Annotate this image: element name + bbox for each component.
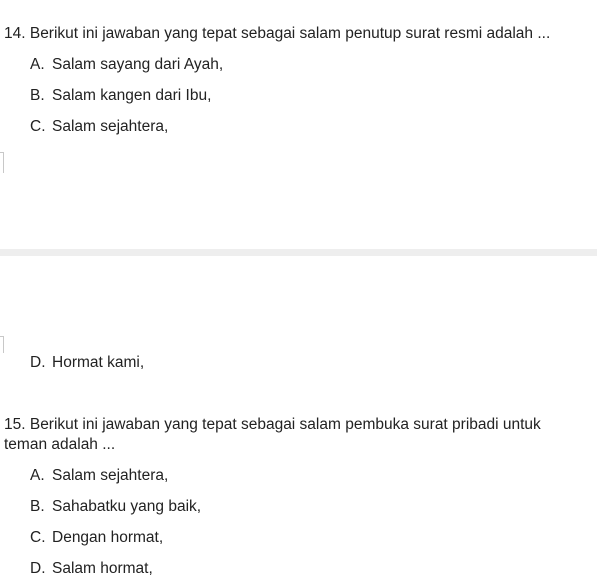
option-letter: D. <box>30 560 46 577</box>
option-text: Salam sejahtera, <box>52 118 169 135</box>
page-edge-mark <box>0 152 4 173</box>
option-15-d[interactable] <box>30 559 153 579</box>
option-text: Salam hormat, <box>52 560 153 577</box>
page-edge-mark <box>0 336 4 353</box>
option-text: Salam sayang dari Ayah, <box>52 56 224 73</box>
option-15-a[interactable] <box>30 466 168 486</box>
option-letter: A. <box>30 467 45 484</box>
option-text: Salam kangen dari Ibu, <box>52 87 212 104</box>
page-divider <box>0 249 597 256</box>
option-14-a[interactable] <box>30 55 223 75</box>
option-15-b[interactable] <box>30 497 201 517</box>
option-letter: B. <box>30 87 45 104</box>
option-14-c[interactable] <box>30 117 168 137</box>
option-letter: C. <box>30 529 46 546</box>
option-14-d[interactable] <box>30 353 144 373</box>
question-14-text: 14. Berikut ini jawaban yang tepat sebagai salam penutup surat resmi adalah ... <box>4 25 551 42</box>
option-text: Salam sejahtera, <box>52 467 169 484</box>
option-text: Hormat kami, <box>52 354 145 371</box>
option-15-c[interactable] <box>30 528 163 548</box>
question-15-text: 15. Berikut ini jawaban yang tepat sebagai salam pembuka surat pribadi untuk teman adalah ... <box>4 416 541 453</box>
option-text: Sahabatku yang baik, <box>52 498 202 515</box>
option-letter: A. <box>30 56 45 73</box>
option-letter: B. <box>30 498 45 515</box>
option-text: Dengan hormat, <box>52 529 164 546</box>
option-14-b[interactable] <box>30 86 211 106</box>
option-letter: D. <box>30 354 46 371</box>
option-letter: C. <box>30 118 46 135</box>
